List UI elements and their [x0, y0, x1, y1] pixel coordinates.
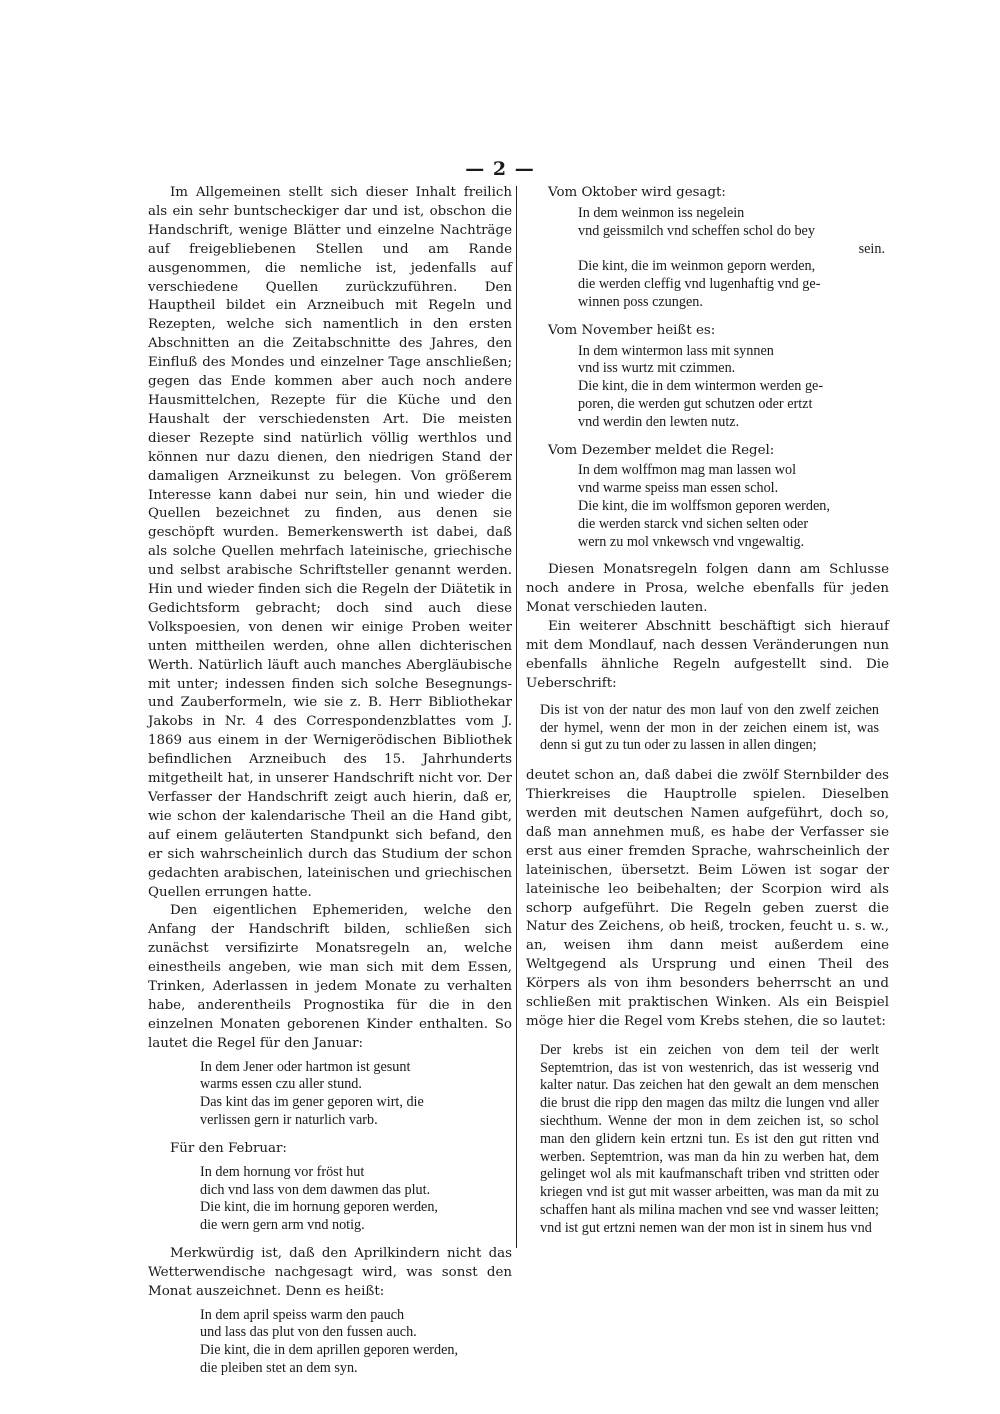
paragraph-intro: Im Allgemeinen stellt sich dieser Inhalt freilich als ein sehr buntscheckiger dar und ist, obschon die Handschrift, wenige Blätter und einzelne Nachträge auf freigebliebenen Stellen und am Rande ausgenommen, die nemliche ist, jedenfalls auf verschiedene Quellen zurückzuführen. Den Hauptheil bildet ein Arzneibuch mit Regeln und Rezepten, welche sich namentlich in den ersten Abschnitten an die Zeitabschnitte des Jahres, den Einfluß des Mondes und einzelner Tage anschließen; gegen das Ende kommen aber auch noch andere Hausmittelchen, Rezepte für die Küche und den Haushalt der verschiedensten Art. Die meisten dieser Rezepte sind natürlich völlig werthlos und können nur dazu dienen, den niedrigen Stand der damaligen Arzneikunst zu belegen. Von größerem Interesse kann dabei nur sein, hin und wieder die Quellen bezeichnet zu finden, aus denen sie geschöpft wurden. Bemerkenswerth ist dabei, daß als solche Quellen mehrfach lateinische, griechische und selbst arabische Schriftsteller genannt werden. Hin und wieder finden sich die Regeln der Diätetik in Gedichtsform gebracht; doch sind auch diese Volkspoesien, von denen wir einige Proben weiter unten mittheilen werden, ohne allen dichterischen Werth. Natürlich läuft auch manches Abergläubische mit unter; indessen finden sich solche Besegnungs- und Zauberformeln, wie sie z. B. Herr Bibliothekar Jakobs in Nr. 4 des Correspondenzblattes vom J. 1869 aus einem in der Wernigerödischen Bibliothek befindlichen Arzneibuch des 15. Jahrhunderts mitgetheilt hat, in unserer Handschrift nicht vor. Der Verfasser der Handschrift zeigt auch hierin, daß er, wie schon der kalendarische Theil an die Hand gibt, auf einem geläuterten Standpunkt sich befand, den er sich wahrscheinlich durch das Studium der schon gedachten arabischen, lateinischen und griechischen Quellen errungen hatte.	[148, 185, 512, 900]
verse-line: Die kint, die im wolffsmon geporen werden,	[578, 498, 830, 515]
verse-april	[200, 1307, 512, 1378]
verse-line: In dem wintermon lass mit synnen	[578, 342, 774, 359]
right-column	[526, 184, 889, 1238]
left-column	[148, 184, 512, 1388]
verse-line: poren, die werden gut schutzen oder ertzt	[578, 395, 813, 412]
heading-december: Vom Dezember meldet die Regel:	[548, 442, 775, 458]
verse-january	[200, 1059, 512, 1130]
verse-line: Das kint das im gener geporen wirt, die	[200, 1094, 424, 1111]
verse-line: warms essen czu aller stund.	[200, 1076, 362, 1093]
quote-ueberschrift: Dis ist von der natur des mon lauf von den zwelf zeichen der hymel, wenn der mon in der zeichen einem ist, was denn si gut zu tun oder zu lassen in allen dingen;	[540, 701, 879, 754]
verse-line: In dem weinmon iss negelein	[578, 204, 745, 221]
verse-november	[578, 343, 889, 432]
verse-line: In dem april speiss warm den pauch	[200, 1306, 405, 1323]
verse-line: In dem hornung vor fröst hut	[200, 1163, 365, 1180]
verse-line: winnen poss czungen.	[578, 293, 703, 310]
verse-line: vnd werdin den lewten nutz.	[578, 413, 740, 430]
paragraph-ephemeriden: Den eigentlichen Ephemeriden, welche den Anfang der Handschrift bilden, schließen sich zunächst versifizirte Monatsregeln an, welche einestheils angeben, wie man sich mit dem Essen, Trinken, Aderlassen in jedem Monate zu verhalten habe, anderentheils Prognostika für die in den einzelnen Monaten geborenen Kinder enthalten. So lautet die Regel für den Januar:	[148, 903, 512, 1051]
verse-line: dich vnd lass von dem dawmen das plut.	[200, 1181, 431, 1198]
verse-line: verlissen gern ir naturlich varb.	[200, 1112, 378, 1129]
verse-line: Die kint, die in dem aprillen geporen werden,	[200, 1342, 459, 1359]
verse-line: Die kint, die im weinmon geporn werden,	[578, 258, 816, 275]
verse-line: vnd iss wurtz mit czimmen.	[578, 360, 736, 377]
paragraph-sternbilder: deutet schon an, daß dabei die zwölf Sternbilder des Thierkreises die Hauptrolle spielen. Dieselben werden mit deutschen Namen aufgeführt, doch so, daß man annehmen muß, es habe der Verfasser sie erst aus einer fremden Sprache, wahrscheinlich der lateinischen, übersetzt. Beim Löwen ist sogar der lateinische leo beibehalten; der Scorpion wird als schorp aufgeführt. Die Regeln geben zuerst die Natur des Zeichens, ob heiß, trocken, feucht u. s. w., an, weisen ihm dann meist außerdem eine Weltgegend als Ursprung und einen Theil des Körpers als von ihm besonders beherrscht an und schließen mit praktischen Winken. Als ein Beispiel möge hier die Regel vom Krebs stehen, die so lautet:	[526, 768, 889, 1029]
verse-line: wern zu mol vnkewsch vnd vngewaltig.	[578, 533, 805, 550]
verse-october	[578, 205, 889, 312]
verse-december	[578, 462, 889, 551]
verse-line: In dem Jener oder hartmon ist gesunt	[200, 1058, 411, 1075]
verse-line: sein.	[858, 240, 885, 257]
verse-line: Die kint, die im hornung geporen werden,	[200, 1199, 438, 1216]
verse-line: die wern gern arm vnd notig.	[200, 1217, 365, 1234]
column-rule	[516, 186, 517, 1248]
verse-line: die werden cleffig vnd lugenhaftig vnd ge-	[578, 276, 821, 293]
heading-november: Vom November heißt es:	[548, 322, 716, 338]
heading-february: Für den Februar:	[170, 1140, 287, 1156]
heading-october: Vom Oktober wird gesagt:	[548, 185, 726, 200]
page-number: — 2 —	[465, 158, 535, 180]
verse-line: vnd warme speiss man essen schol.	[578, 480, 779, 497]
paragraph-mondlauf: Ein weiterer Abschnitt beschäftigt sich hierauf mit dem Mondlauf, nach dessen Veränderungen nun ebenfalls ähnliche Regeln aufgestellt sind. Die Ueberschrift:	[526, 619, 889, 691]
verse-line: und lass das plut von den fussen auch.	[200, 1324, 417, 1341]
quote-krebs: Der krebs ist ein zeichen von dem teil der werlt Septemtrion, das ist von westenrich, das ist wesserig vnd kalter natur. Das zeichen hat den gewalt an dem menschen die brust die ripp den magen das miltz die lungen vnd aller siechthum. Wenne der mon in dem zeichen ist, so schol man den glidern kein ertzni tun. Es ist den gut ritten vnd werben. Septemtrion, was man da hin zu werben hat, dem gelinget wol als mit kaufmanschaft triben vnd stritten oder kriegen vnd ist gut mit wasser arbeitten, was man da mit zu schaffen hant als milina machen vnd see vnd wasser leitten; vnd ist gut ertzni nemen wan der mon ist in sinem hus vnd	[540, 1041, 879, 1236]
verse-line: die werden starck vnd sichen selten oder	[578, 515, 809, 532]
verse-line: vnd geissmilch vnd scheffen schol do bey	[578, 222, 815, 239]
verse-line: die pleiben stet an dem syn.	[200, 1360, 358, 1377]
verse-line: Die kint, die in dem wintermon werden ge-	[578, 378, 824, 395]
verse-line: In dem wolffmon mag man lassen wol	[578, 462, 797, 479]
verse-february	[200, 1164, 512, 1235]
paragraph-april: Merkwürdig ist, daß den Aprilkindern nicht das Wetterwendische nachgesagt wird, was sonst den Monat auszeichnet. Denn es heißt:	[148, 1245, 512, 1299]
paragraph-prosa: Diesen Monatsregeln folgen dann am Schlusse noch andere in Prosa, welche ebenfalls für jeden Monat verschieden lauten.	[526, 562, 889, 616]
